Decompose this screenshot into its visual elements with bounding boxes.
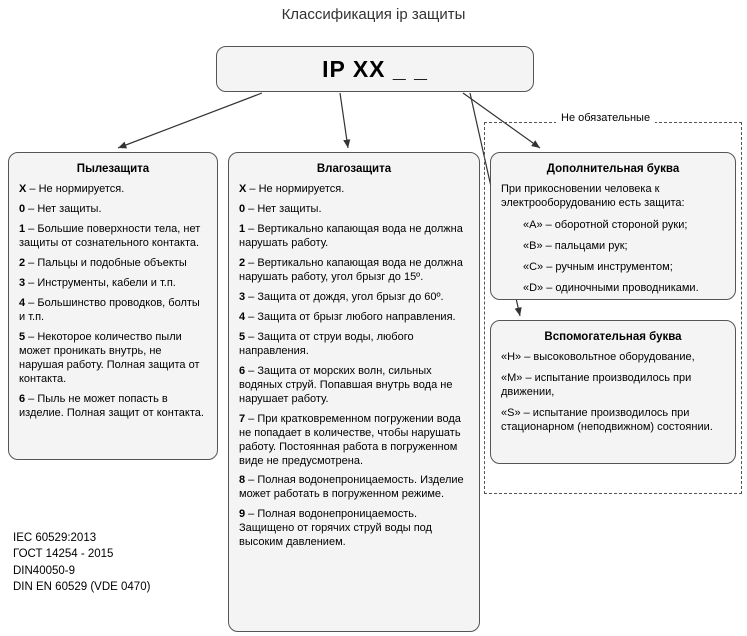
list-item: 2 – Пальцы и подобные объекты (19, 256, 187, 269)
list-item: 3 – Инструменты, кабели и т.п. (19, 276, 176, 289)
panel-extra-letter (490, 152, 736, 300)
panel-aux-letter-heading: Вспомогательная буква (544, 331, 682, 343)
list-item: 2 – Вертикально капающая вода не должна нарушать работу, угол брызг до 15º. (239, 256, 463, 283)
list-item: X – Не нормируется. (239, 183, 345, 195)
list-item: 4 – Большинство проводков, болты и т.п. (19, 296, 200, 323)
list-item: 6 – Защита от морских волн, сильных водяных струй. Попавшая внутрь вода не нарушает работу. (239, 364, 453, 405)
panel-water-protection (228, 152, 480, 632)
standards-list (13, 530, 218, 595)
panel-extra-letter-intro: При прикосновении человека к электрооборудованию есть защита: (501, 183, 685, 209)
panel-extra-letter-heading: Дополнительная буква (546, 163, 680, 175)
standard-item: DIN EN 60529 (VDE 0470) (13, 580, 151, 593)
list-item: 5 – Некоторое количество пыли может проникать внутрь, не нарушая работу. Полная защита от контакта. (19, 330, 200, 385)
list-item: 1 – Большие поверхности тела, нет защиты от сознательного контакта. (19, 222, 201, 249)
list-item: «H» – высоковольтное оборудование, (501, 351, 695, 363)
panel-dust-protection (8, 152, 218, 460)
list-item: X – Не нормируется. (19, 183, 125, 195)
list-item: 9 – Полная водонепроницаемость. Защищено от горячих струй воды под высоким давлением. (239, 508, 432, 549)
standard-item: ГОСТ 14254 - 2015 (13, 548, 114, 561)
standard-item: IEC 60529:2013 (13, 532, 97, 544)
panel-dust-heading: Пылезащита (76, 163, 150, 175)
list-item: 1 – Вертикально капающая вода не должна нарушать работу. (239, 222, 463, 249)
panel-aux-letter (490, 320, 736, 464)
list-item: «B» – пальцами рук; (523, 239, 628, 252)
list-item: 8 – Полная водонепроницаемость. Изделие может работать в погруженном режиме. (239, 474, 464, 501)
list-item: 4 – Защита от брызг любого направления. (239, 310, 456, 323)
list-item: «C» – ручным инструментом; (523, 260, 673, 273)
list-item: 3 – Защита от дождя, угол брызг до 60º. (239, 290, 444, 303)
list-item: 7 – При кратковременном погружении вода не попадает в количестве, чтобы нарушать работу. Постоянная работа в погруженном виде не предусмотрена. (239, 412, 461, 467)
optional-group-label: Не обязательные (556, 112, 655, 124)
ip-code-label: IP XX _ _ (322, 55, 428, 82)
list-item: «D» – одиночными проводниками. (523, 281, 699, 294)
list-item: 0 – Нет защиты. (19, 202, 102, 215)
list-item: 6 – Пыль не может попасть в изделие. Полная защит от контакта. (19, 392, 204, 419)
list-item: «A» – оборотной стороной руки; (523, 218, 688, 231)
panel-water-heading: Влагозащита (316, 163, 392, 175)
list-item: 0 – Нет защиты. (239, 202, 322, 215)
list-item: «M» – испытание производилось при движении, (501, 371, 692, 398)
standard-item: DIN40050-9 (13, 564, 76, 577)
list-item: 5 – Защита от струи воды, любого направления. (239, 330, 414, 357)
ip-code-box (216, 46, 534, 92)
list-item: «S» – испытание производилось при стационарном (неподвижном) состоянии. (501, 406, 713, 433)
page-title: Классификация ip защиты (281, 6, 466, 23)
